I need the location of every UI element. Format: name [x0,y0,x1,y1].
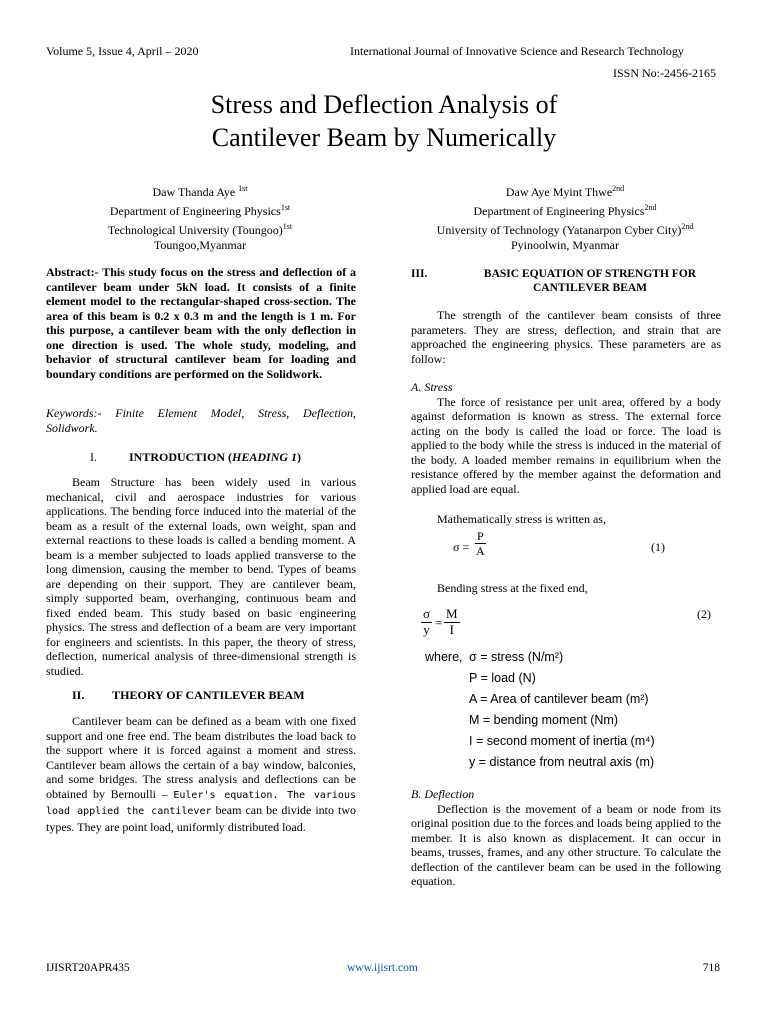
math-stress-text: Mathematically stress is written as, [437,512,606,526]
footer-id: IJISRT20APR435 [46,962,130,974]
def-load: P = load (N) [469,671,536,685]
footer-url[interactable]: www.ijisrt.com [347,962,418,974]
stress-subheading: A. Stress [411,380,453,394]
author-2: Daw Aye Myint Thwe$^{2nd}$ Department of Engineering Physics$^{2nd}$ University of Technology (Yatanarpon Cyber City)$^{2nd}$ Pyinoolwin, Myanmar [410,181,720,253]
header-journal: International Journal of Innovative Science and Research Technology [350,44,684,58]
page-number: 718 [702,962,720,974]
deflection-subheading: B. Deflection [411,787,475,801]
deflection-text: Deflection is the movement of a beam or node from its original position due to the forces and loads being applied to the member. It is also known as displacement. It can occur in beams, trusses, frames, and any other structure. To calculate the deflection of the cantilever beam can be used in the following equation. [411,801,721,888]
keywords: Keywords:- Finite Element Model, Stress, Deflection, Solidwork. [46,406,356,435]
author-2-name: Daw Aye Myint Thwe [505,185,613,199]
theory-text: Cantilever beam can be defined as a beam with one fixed support and one free end. The beam distributes the load back to the support where it is forced against a moment and stress. Cantilever beam allows the certain of a bay window, balconies, and some bridges. The stress analysis and deflections can be obtained by Bernoulli – Euler's equation. The various load applied the cantilever beam can be divide into two types. They are point load, uniformly distributed load. [46,714,356,834]
bending-stress-text: Bending stress at the fixed end, [437,580,588,595]
introduction-text: Beam Structure has been widely used in various mechanical, civil and aerospace industries for various applications. The bending force induced into the material of the beam as a result of the external loads, own weight, span and external reactions to these loads is called a bending moment. A beam is a member subjected to loads applied transverse to the long dimension, causing the member to bend. Types of beams are depending on their support. They are cantilever beam, simply supported beam, overhanging, continuous beam and fixed ended beam. This study based on basic engineering physics. The stress and deflection of a beam are very important for engineers and scientists. In this paper, the theory of stress, deflection, numerical analysis of three-dimensional strength is studied. [46,475,356,678]
title-line-1: Stress and Deflection Analysis of [210,90,558,119]
equation-1-tag: (1) [651,539,665,554]
heading-introduction: I. INTRODUCTION (HEADING 1) [90,450,302,464]
author-1-univ: Technological University (Toungoo) [107,223,283,237]
def-stress: σ = stress (N/m²) [469,650,564,664]
heading-basic-equation: III. BASIC EQUATION OF STRENGTH FOR CANTILEVER BEAM [411,268,697,294]
author-2-city: Pyinoolwin, Myanmar [511,238,619,252]
definition-list [469,647,655,773]
basic-intro: The strength of the cantilever beam consists of three parameters. They are stress, deflection, and strain that are approached the engineering physics. These parameters are as follow: [411,308,721,366]
abstract: Abstract:- This study focus on the stress and deflection of a cantilever beam under 5kN load. It consists of a finite element model to the rectangular-shaped cross-section. The area of this beam is 0.2 x 0.3 m and the length is 1 m. For this purpose, a cantilever beam with the only deflection in one direction is used. The whole study, modeling, and behavior of structural cantilever beam for loading and boundary conditions are performed on the Solidwork. [46,265,356,381]
author-1-city: Toungoo,Myanmar [153,238,247,252]
header-issn: ISSN No:-2456-2165 [612,66,716,80]
def-distance: y = distance from neutral axis (m) [469,755,655,769]
author-1: Daw Thanda Aye $^{1st}$ Department of Engineering Physics$^{1st}$ Technological University (Toungoo)$^{1st}$ Toungoo,Myanmar [60,181,340,253]
title-line-2: Cantilever Beam by Numerically [211,123,557,152]
stress-text: The force of resistance per unit area, offered by a body against deformation is known as stress. The external force acting on the body is called the load or force. The load is applied to the body while the stress is induced in the material of the body. A loaded member remains in equilibrium when the resistance offered by the member against the deformation and applied load are equal. [411,394,721,496]
heading-theory: II. THEORY OF CANTILEVER BEAM [72,688,305,702]
basic-equation-section [411,308,721,889]
equation-1: σ = $\frac{P}{A}$ (1) [453,528,665,558]
author-2-univ: University of Technology (Yatanarpon Cyber City) [436,223,682,237]
author-2-dept: Department of Engineering Physics [473,204,645,218]
def-moment: M = bending moment (Nm) [469,713,619,727]
equation-2-tag: (2) [697,607,711,621]
variable-definitions: where, σ = stress (N/m²) P = load (N) A = Area of cantilever beam (m²) M = bending moment (Nm) I = second moment of inertia (m⁴) y = distance from neutral axis (m) [411,647,721,773]
equation-2: $\frac{\sigma}{y}$ = $\frac{M}{I}$ (2) [423,606,711,637]
header-volume: Volume 5, Issue 4, April – 2020 [46,44,199,58]
def-inertia: I = second moment of inertia (m⁴) [469,734,655,748]
def-area: A = Area of cantilever beam (m²) [469,692,649,706]
paper-title [0,88,768,154]
author-1-name: Daw Thanda Aye [152,185,236,199]
author-1-dept: Department of Engineering Physics [109,204,281,218]
